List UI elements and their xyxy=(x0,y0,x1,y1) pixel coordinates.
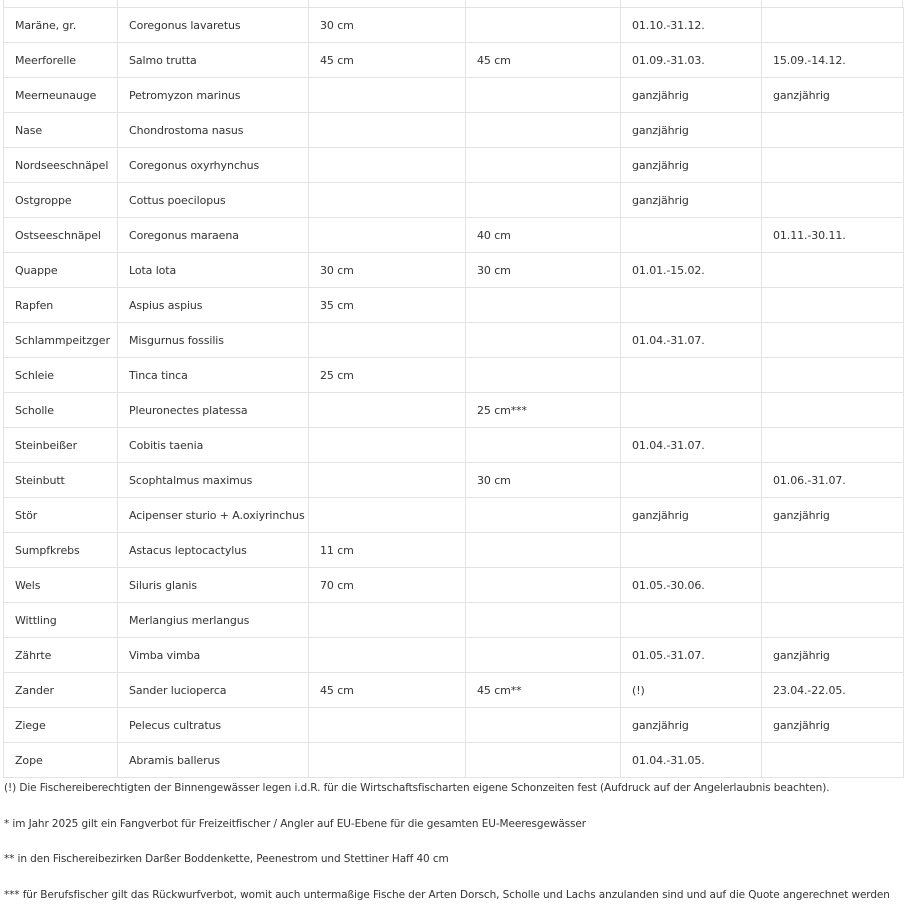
min-size-inland-cell xyxy=(309,393,466,428)
min-size-inland-cell xyxy=(309,708,466,743)
table-row xyxy=(4,78,904,113)
closed-season-coastal-cell: ganzjährig xyxy=(762,708,904,743)
latin-name-cell: Petromyzon marinus xyxy=(118,78,309,113)
latin-name-cell: Siluris glanis xyxy=(118,568,309,603)
latin-name-cell: Pleuronectes platessa xyxy=(118,393,309,428)
common-name-cell: Meerforelle xyxy=(4,43,118,78)
min-size-coastal-cell: 45 cm** xyxy=(466,673,621,708)
latin-name-cell: Tinca tinca xyxy=(118,358,309,393)
latin-name-cell: Sander lucioperca xyxy=(118,673,309,708)
closed-season-inland-cell: ganzjährig xyxy=(621,113,762,148)
latin-name-cell: Scophtalmus maximus xyxy=(118,463,309,498)
common-name-cell: Nordseeschnäpel xyxy=(4,148,118,183)
closed-season-inland-cell xyxy=(621,218,762,253)
min-size-inland-cell: 30 cm xyxy=(309,253,466,288)
min-size-inland-cell xyxy=(309,183,466,218)
min-size-coastal-cell xyxy=(466,323,621,358)
table-row xyxy=(4,253,904,288)
common-name-cell: Quappe xyxy=(4,253,118,288)
latin-name-cell: Aspius aspius xyxy=(118,288,309,323)
closed-season-inland-cell: 01.04.-31.07. xyxy=(621,323,762,358)
table-row xyxy=(4,638,904,673)
table-row xyxy=(4,708,904,743)
closed-season-coastal-cell xyxy=(762,568,904,603)
latin-name-cell: Coregonus lavaretus xyxy=(118,8,309,43)
latin-name-cell: Merlangius merlangus xyxy=(118,603,309,638)
closed-season-inland-cell: ganzjährig xyxy=(621,183,762,218)
closed-season-coastal-cell xyxy=(762,393,904,428)
footnote: * im Jahr 2025 gilt ein Fangverbot für Freizeitfischer / Angler auf EU-Ebene für die gesamten EU-Meeresgewässer xyxy=(4,816,904,852)
common-name-cell: Stör xyxy=(4,498,118,533)
closed-season-inland-cell: ganzjährig xyxy=(621,498,762,533)
latin-name-cell: Cottus poecilopus xyxy=(118,183,309,218)
min-size-coastal-cell xyxy=(466,708,621,743)
common-name-cell: Wittling xyxy=(4,603,118,638)
min-size-inland-cell: 45 cm xyxy=(309,673,466,708)
common-name-cell: Zander xyxy=(4,673,118,708)
min-size-coastal-cell xyxy=(466,428,621,463)
table-row xyxy=(4,568,904,603)
closed-season-inland-cell: ganzjährig xyxy=(621,708,762,743)
table-body xyxy=(4,8,904,778)
min-size-inland-cell xyxy=(309,498,466,533)
footnote: (!) Die Fischereiberechtigten der Binnengewässer legen i.d.R. für die Wirtschaftsfischarten eigene Schonzeiten fest (Aufdruck auf der Angelerlaubnis beachten). xyxy=(4,780,904,816)
latin-name-cell: Coregonus maraena xyxy=(118,218,309,253)
min-size-inland-cell: 11 cm xyxy=(309,533,466,568)
latin-name-cell: Chondrostoma nasus xyxy=(118,113,309,148)
common-name-cell: Maräne, gr. xyxy=(4,8,118,43)
table-row xyxy=(4,673,904,708)
closed-season-coastal-cell xyxy=(762,358,904,393)
latin-name-cell: Astacus leptocactylus xyxy=(118,533,309,568)
min-size-inland-cell xyxy=(309,743,466,778)
min-size-coastal-cell xyxy=(466,183,621,218)
closed-season-inland-cell: 01.04.-31.07. xyxy=(621,428,762,463)
closed-season-inland-cell: 01.09.-31.03. xyxy=(621,43,762,78)
table-row xyxy=(4,428,904,463)
min-size-coastal-cell xyxy=(466,358,621,393)
closed-season-coastal-cell: 01.11.-30.11. xyxy=(762,218,904,253)
min-size-coastal-cell: 30 cm xyxy=(466,463,621,498)
table-row xyxy=(4,148,904,183)
closed-season-inland-cell xyxy=(621,463,762,498)
closed-season-inland-cell: 01.05.-31.07. xyxy=(621,638,762,673)
common-name-cell: Meerneunauge xyxy=(4,78,118,113)
closed-season-coastal-cell xyxy=(762,183,904,218)
footnotes xyxy=(4,780,904,922)
closed-season-coastal-cell: 23.04.-22.05. xyxy=(762,673,904,708)
table-row xyxy=(4,43,904,78)
common-name-cell: Schlammpeitzger xyxy=(4,323,118,358)
min-size-coastal-cell xyxy=(466,8,621,43)
common-name-cell: Schleie xyxy=(4,358,118,393)
table-top-continuation xyxy=(3,0,903,7)
min-size-inland-cell: 30 cm xyxy=(309,8,466,43)
closed-season-inland-cell: (!) xyxy=(621,673,762,708)
common-name-cell: Ostgroppe xyxy=(4,183,118,218)
common-name-cell: Steinbutt xyxy=(4,463,118,498)
min-size-inland-cell xyxy=(309,463,466,498)
min-size-coastal-cell xyxy=(466,743,621,778)
min-size-inland-cell: 35 cm xyxy=(309,288,466,323)
latin-name-cell: Abramis ballerus xyxy=(118,743,309,778)
footnote: ** in den Fischereibezirken Darßer Boddenkette, Peenestrom und Stettiner Haff 40 cm xyxy=(4,851,904,887)
closed-season-coastal-cell xyxy=(762,743,904,778)
table-row xyxy=(4,603,904,638)
closed-season-coastal-cell: ganzjährig xyxy=(762,498,904,533)
fish-regulations-table xyxy=(3,7,904,778)
common-name-cell: Wels xyxy=(4,568,118,603)
closed-season-coastal-cell xyxy=(762,148,904,183)
common-name-cell: Zährte xyxy=(4,638,118,673)
latin-name-cell: Acipenser sturio + A.oxiyrinchus xyxy=(118,498,309,533)
closed-season-inland-cell xyxy=(621,288,762,323)
latin-name-cell: Salmo trutta xyxy=(118,43,309,78)
min-size-inland-cell: 70 cm xyxy=(309,568,466,603)
latin-name-cell: Pelecus cultratus xyxy=(118,708,309,743)
footnote: *** für Berufsfischer gilt das Rückwurfverbot, womit auch untermaßige Fische der Arten Dorsch, Scholle und Lachs anzulanden sind und auf die Quote angerechnet werden xyxy=(4,887,904,922)
closed-season-coastal-cell xyxy=(762,323,904,358)
min-size-inland-cell xyxy=(309,603,466,638)
min-size-coastal-cell xyxy=(466,148,621,183)
table-row xyxy=(4,358,904,393)
common-name-cell: Ziege xyxy=(4,708,118,743)
min-size-coastal-cell xyxy=(466,288,621,323)
table-row xyxy=(4,323,904,358)
table-row xyxy=(4,183,904,218)
closed-season-inland-cell xyxy=(621,358,762,393)
min-size-coastal-cell: 40 cm xyxy=(466,218,621,253)
closed-season-coastal-cell: 15.09.-14.12. xyxy=(762,43,904,78)
latin-name-cell: Misgurnus fossilis xyxy=(118,323,309,358)
min-size-inland-cell xyxy=(309,113,466,148)
closed-season-coastal-cell: ganzjährig xyxy=(762,638,904,673)
common-name-cell: Ostseeschnäpel xyxy=(4,218,118,253)
closed-season-inland-cell: 01.05.-30.06. xyxy=(621,568,762,603)
min-size-inland-cell xyxy=(309,428,466,463)
closed-season-coastal-cell xyxy=(762,288,904,323)
table-row xyxy=(4,113,904,148)
closed-season-coastal-cell xyxy=(762,8,904,43)
closed-season-coastal-cell xyxy=(762,533,904,568)
closed-season-inland-cell: 01.01.-15.02. xyxy=(621,253,762,288)
min-size-inland-cell: 45 cm xyxy=(309,43,466,78)
table-row xyxy=(4,218,904,253)
table-row xyxy=(4,288,904,323)
closed-season-inland-cell: 01.10.-31.12. xyxy=(621,8,762,43)
closed-season-coastal-cell xyxy=(762,428,904,463)
min-size-coastal-cell xyxy=(466,78,621,113)
common-name-cell: Nase xyxy=(4,113,118,148)
min-size-coastal-cell xyxy=(466,638,621,673)
common-name-cell: Rapfen xyxy=(4,288,118,323)
closed-season-inland-cell xyxy=(621,603,762,638)
closed-season-coastal-cell xyxy=(762,603,904,638)
min-size-coastal-cell xyxy=(466,568,621,603)
closed-season-coastal-cell: ganzjährig xyxy=(762,78,904,113)
table-row xyxy=(4,463,904,498)
min-size-inland-cell xyxy=(309,78,466,113)
closed-season-coastal-cell xyxy=(762,253,904,288)
min-size-coastal-cell xyxy=(466,498,621,533)
table-row xyxy=(4,743,904,778)
table-row xyxy=(4,393,904,428)
table-row xyxy=(4,8,904,43)
min-size-inland-cell xyxy=(309,638,466,673)
closed-season-inland-cell xyxy=(621,393,762,428)
min-size-inland-cell: 25 cm xyxy=(309,358,466,393)
closed-season-inland-cell xyxy=(621,533,762,568)
table-row xyxy=(4,498,904,533)
common-name-cell: Zope xyxy=(4,743,118,778)
closed-season-inland-cell: ganzjährig xyxy=(621,78,762,113)
min-size-coastal-cell: 45 cm xyxy=(466,43,621,78)
common-name-cell: Scholle xyxy=(4,393,118,428)
latin-name-cell: Vimba vimba xyxy=(118,638,309,673)
min-size-coastal-cell: 30 cm xyxy=(466,253,621,288)
min-size-coastal-cell xyxy=(466,113,621,148)
common-name-cell: Sumpfkrebs xyxy=(4,533,118,568)
common-name-cell: Steinbeißer xyxy=(4,428,118,463)
min-size-inland-cell xyxy=(309,323,466,358)
closed-season-inland-cell: 01.04.-31.05. xyxy=(621,743,762,778)
min-size-inland-cell xyxy=(309,218,466,253)
min-size-inland-cell xyxy=(309,148,466,183)
table-row xyxy=(4,533,904,568)
min-size-coastal-cell xyxy=(466,603,621,638)
latin-name-cell: Lota lota xyxy=(118,253,309,288)
closed-season-inland-cell: ganzjährig xyxy=(621,148,762,183)
closed-season-coastal-cell: 01.06.-31.07. xyxy=(762,463,904,498)
min-size-coastal-cell xyxy=(466,533,621,568)
min-size-coastal-cell: 25 cm*** xyxy=(466,393,621,428)
latin-name-cell: Coregonus oxyrhynchus xyxy=(118,148,309,183)
closed-season-coastal-cell xyxy=(762,113,904,148)
latin-name-cell: Cobitis taenia xyxy=(118,428,309,463)
